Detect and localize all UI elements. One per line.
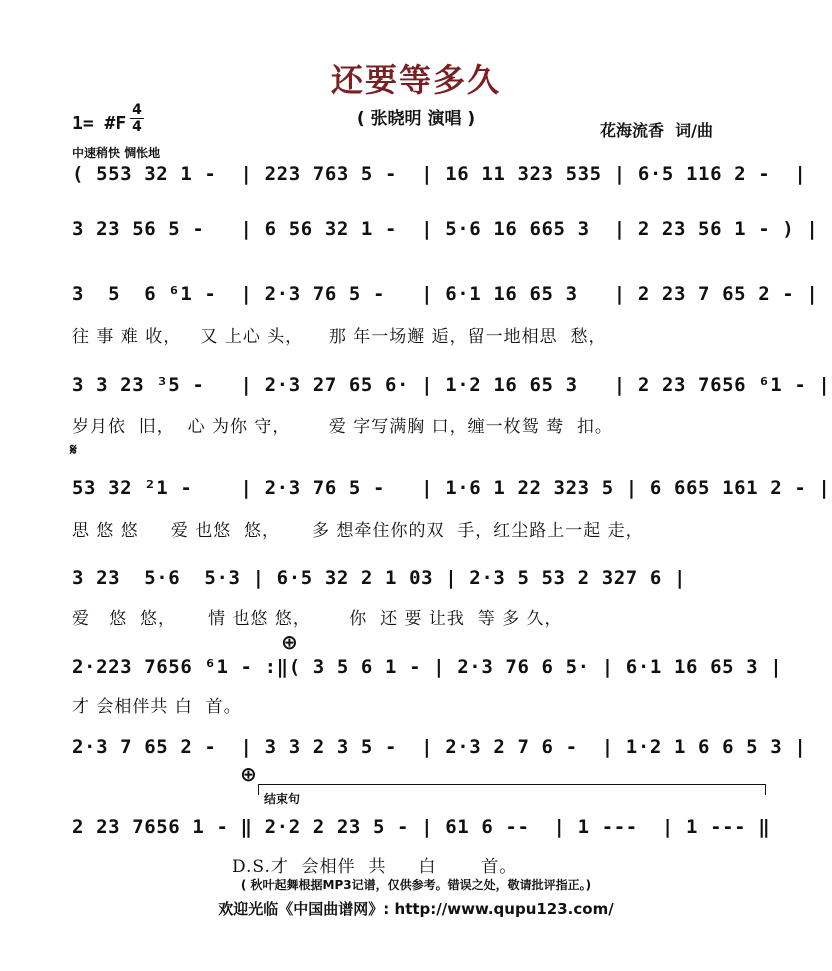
time-bottom: 4 [132, 119, 142, 135]
notation-line: 2·223 7656 ⁶1 - :‖( 3 5 6 1 - | 2·3 76 6 5· | 6·1 16 65 3 | [72, 656, 783, 678]
song-title: 还要等多久 [330, 61, 501, 99]
notation-line: 53 32 ²1 - | 2·3 76 5 - | 1·6 1 22 323 5 | 6 665 161 2 - | [72, 477, 831, 499]
lyrics-line: 才 会相伴共 白 首。 [72, 697, 242, 717]
tempo-marking: 中速稍快 惆怅地 [72, 146, 161, 160]
time-signature [130, 103, 144, 134]
notation-line: 2·3 7 65 2 - | 3 3 2 3 5 - | 2·3 2 7 6 - | 1·2 1 6 6 5 3 | [72, 736, 807, 758]
lyrics-line: 往 事 难 收， 又 上心 头， 那 年一场邂 逅，留一地相思 愁， [72, 327, 607, 347]
lyrics-line: 岁月依 旧， 心 为你 守， 爱 字写满胸 口，缠一枚鸳 鸯 扣。 [72, 417, 613, 437]
time-top: 4 [132, 102, 142, 118]
ending-bracket [258, 784, 766, 795]
coda-icon: ⊕ [281, 630, 298, 654]
notation-line: 3 3 23 ³5 - | 2·3 27 65 6· | 1·2 16 65 3 | 2 23 7656 ⁶1 - | [72, 374, 831, 396]
site-credit: 欢迎光临《中国曲谱网》: http://www.qupu123.com/ [218, 900, 614, 918]
notation-line: 3 5 6 ⁶1 - | 2·3 76 5 - | 6·1 16 65 3 | 2 23 7 65 2 - | [72, 283, 819, 305]
notation-line: 2 23 7656 1 - ‖ 2·2 2 23 5 - | 61 6 -- | 1 --- | 1 --- ‖ [72, 816, 771, 838]
notation-line: ( 553 32 1 - | 223 763 5 - | 16 11 323 535 | 6·5 116 2 - | [72, 163, 807, 185]
notation-line: 3 23 56 5 - | 6 56 32 1 - | 5·6 16 665 3 | 2 23 56 1 - ) | [72, 218, 819, 240]
transcriber-note: ( 秋叶起舞根据MP3记谱，仅供参考。错误之处，敬请批评指正。) [240, 878, 592, 892]
ds-lyrics: D.S.才 会相伴 共 白 首。 [232, 857, 518, 877]
author-credit: 花海流香 词/曲 [600, 121, 713, 140]
coda-icon: ⊕ [240, 762, 257, 786]
notation-line: 3 23 5·6 5·3 | 6·5 32 2 1 03 | 2·3 5 53 2 327 6 | [72, 567, 686, 589]
song-subtitle: ( 张晓明 演唱 ) [356, 109, 476, 129]
lyrics-line: 爱 悠 悠， 情 也悠 悠， 你 还 要 让我 等 多 久， [72, 609, 563, 629]
segno-icon: 𝄋 [70, 440, 77, 459]
ending-label: 结束句 [264, 792, 301, 806]
key-signature: 1= #F [72, 113, 127, 134]
lyrics-line: 思 悠 悠 爱 也悠 悠， 多 想牵住你的双 手，红尘路上一起 走， [72, 521, 644, 541]
